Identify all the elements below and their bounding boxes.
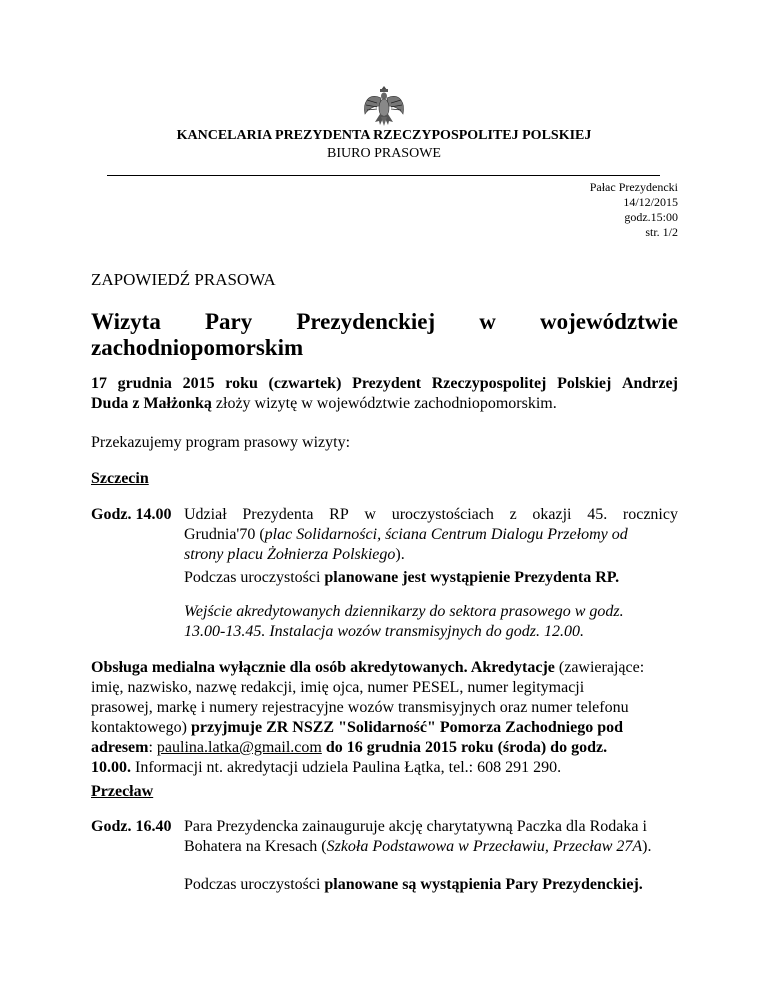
- polish-eagle-emblem-icon: [361, 84, 407, 130]
- title-word: w: [479, 309, 496, 334]
- media-emphasis: adresem: [91, 739, 149, 756]
- media-deadline: do 16 grudnia 2015 roku (środa) do godz.: [321, 739, 608, 756]
- intro-word: 17: [91, 375, 107, 392]
- event-word: uroczystościach: [391, 506, 494, 523]
- media-accreditation-paragraph: [91, 658, 678, 778]
- section1-name: Szczecin: [91, 470, 149, 487]
- press-office-name: BIURO PRASOWE: [327, 146, 441, 161]
- media-text: kontaktowego): [91, 719, 191, 736]
- title-word: Pary: [204, 309, 253, 334]
- intro-word: (czwartek): [268, 375, 342, 392]
- speech-text: Podczas uroczystości: [184, 876, 325, 893]
- section-heading-szczecin: [91, 469, 678, 489]
- intro-paragraph: [91, 374, 678, 414]
- event-word: Udział: [184, 506, 227, 523]
- speech-text: Podczas uroczystości: [184, 569, 325, 586]
- media-emphasis: przyjmuje ZR NSZZ "Solidarność" Pomorza Zachodniego pod: [190, 719, 623, 736]
- intro-word: Rzeczypospolitej: [431, 375, 547, 392]
- meta-page: str. 1/2: [645, 225, 678, 239]
- title-line-2: zachodniopomorskim: [91, 335, 304, 360]
- event-description: [184, 505, 678, 565]
- title-word: województwie: [539, 309, 678, 334]
- media-colon: :: [148, 739, 157, 756]
- event-word: okazji: [532, 506, 572, 523]
- event-line-1: Para Prezydencka zainauguruje akcję charytatywną Paczka dla Rodaka i: [184, 818, 647, 835]
- event-word: z: [509, 506, 517, 523]
- intro-rest: złoży wizytę w województwie zachodniopomorskim.: [211, 395, 557, 412]
- speech-note-2: [184, 875, 678, 895]
- event-przeclaw: [91, 817, 678, 859]
- meta-place: Pałac Prezydencki: [589, 180, 678, 194]
- event-text: Grudnia'70 (: [184, 526, 265, 543]
- chancellery-name: KANCELARIA PREZYDENTA RZECZYPOSPOLITEJ POLSKIEJ: [176, 128, 592, 143]
- event-location: plac Solidarności, ściana Centrum Dialogu Przełomy od: [264, 526, 628, 543]
- event-word: RP: [329, 506, 349, 523]
- entry-line-2: 13.00-13.45. Instalacja wozów transmisyjnych do godz. 12.00.: [184, 623, 584, 640]
- accreditation-email-link[interactable]: paulina.latka@gmail.com: [156, 739, 322, 756]
- event-time: Godz. 16.40: [91, 818, 172, 835]
- intro-word: roku: [225, 375, 258, 392]
- title-word: Wizyta: [91, 309, 161, 334]
- event-text-end: ).: [642, 838, 652, 855]
- meta-date: 14/12/2015: [623, 195, 678, 209]
- media-line-3: prasowej, markę i numery rejestracyjne wozów transmisyjnych oraz numer telefonu: [91, 699, 629, 716]
- intro-word: 2015: [182, 375, 215, 392]
- document-type: ZAPOWIEDŹ PRASOWA: [91, 270, 276, 289]
- event-word: rocznicy: [622, 506, 678, 523]
- intro-word: Prezydent: [352, 375, 422, 392]
- intro-word: Polskiej: [557, 375, 612, 392]
- speech-emphasis: planowane są wystąpienia Pary Prezydenckiej.: [324, 876, 643, 893]
- media-contact: Informacji nt. akredytacji udziela Paulina Łątka, tel.: 608 291 290.: [131, 759, 562, 776]
- event-szczecin: [91, 505, 678, 567]
- title-word: Prezydenckiej: [296, 309, 436, 334]
- event-location-cont: strony placu Żołnierza Polskiego: [184, 546, 396, 563]
- intro-word: grudnia: [117, 375, 172, 392]
- main-title: [91, 309, 678, 361]
- media-line-2: imię, nazwisko, nazwę redakcji, imię ojca, numer PESEL, numer legitymacji: [91, 679, 585, 696]
- event-description: [184, 817, 678, 857]
- meta-time: godz.15:00: [624, 210, 678, 224]
- header-divider: [107, 175, 660, 176]
- event-word: Prezydenta: [242, 506, 314, 523]
- event-location: Szkoła Podstawowa w Przecławiu, Przecław 27A: [326, 838, 643, 855]
- event-word: 45.: [587, 506, 608, 523]
- program-intro: Przekazujemy program prasowy wizyty:: [91, 434, 351, 451]
- intro-word: Andrzej: [621, 375, 678, 392]
- media-deadline-time: 10.00.: [91, 759, 131, 776]
- media-text: (zawierające:: [554, 659, 645, 676]
- event-word: w: [364, 506, 376, 523]
- event-text-end: ).: [395, 546, 405, 563]
- intro-names: Duda z Małżonką: [91, 395, 212, 412]
- speech-note: [184, 568, 678, 588]
- entry-line-1: Wejście akredytowanych dziennikarzy do sektora prasowego w godz.: [184, 603, 624, 620]
- section2-name: Przecław: [91, 783, 154, 800]
- speech-emphasis: planowane jest wystąpienie Prezydenta RP.: [324, 569, 620, 586]
- media-heading: Obsługa medialna wyłącznie dla osób akredytowanych. Akredytacje: [91, 659, 555, 676]
- document-meta: [590, 180, 678, 240]
- entry-note: [184, 602, 678, 642]
- section-heading-przeclaw: [91, 782, 678, 802]
- event-text: Bohatera na Kresach (: [184, 838, 327, 855]
- event-time: Godz. 14.00: [91, 506, 172, 523]
